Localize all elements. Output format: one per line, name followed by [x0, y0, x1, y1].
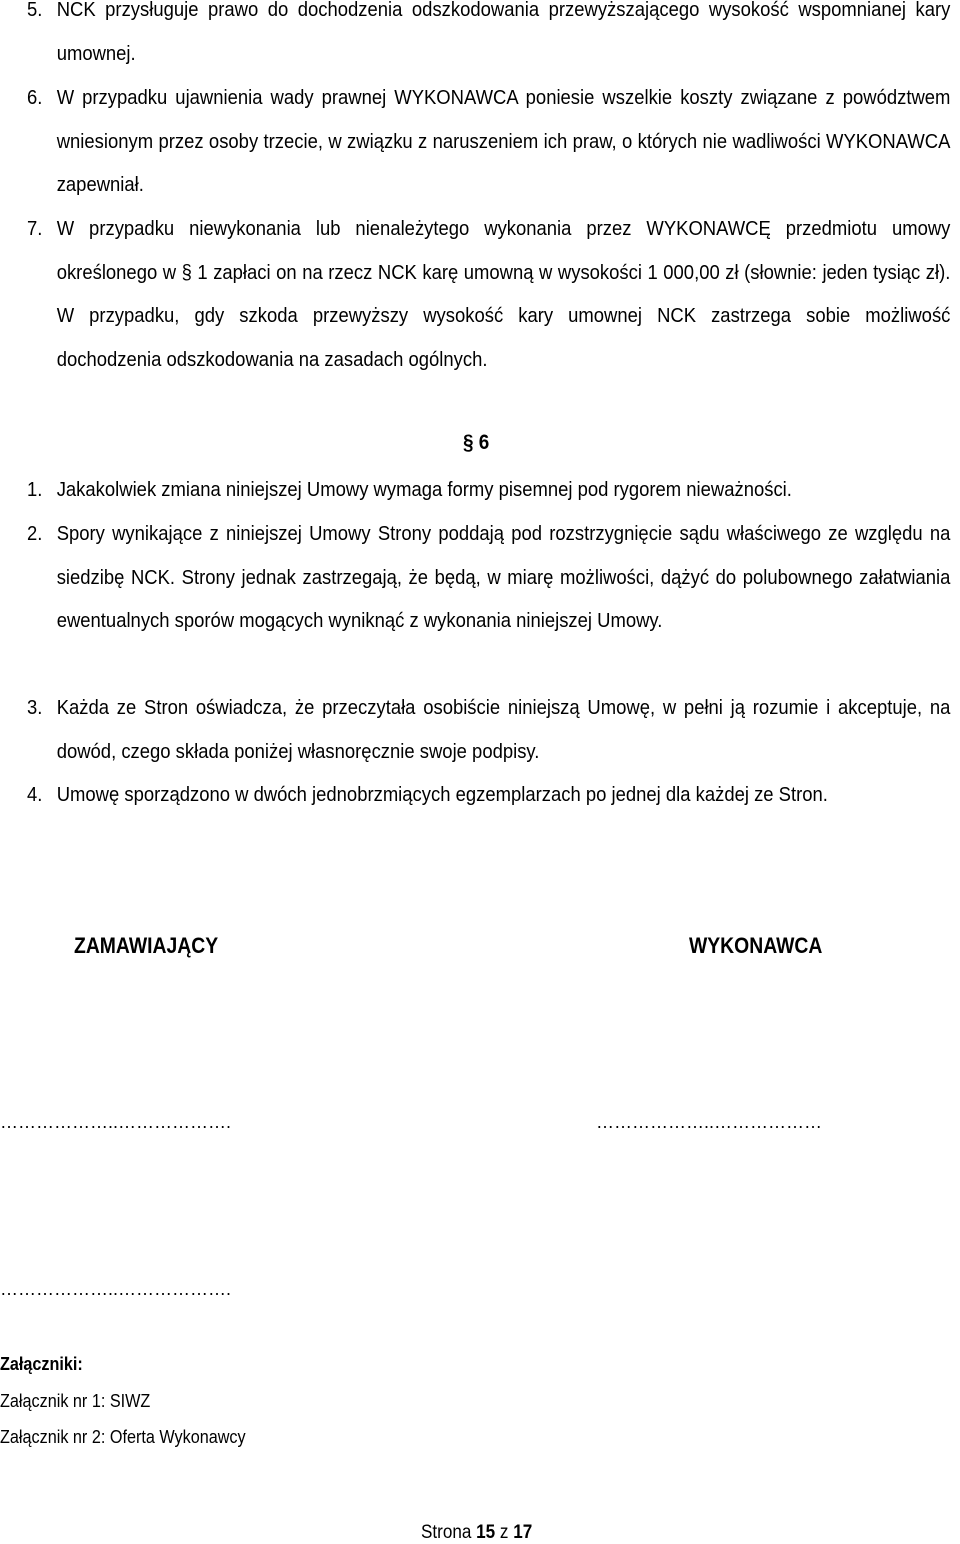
footer-separator: z [495, 1522, 514, 1543]
clause-text: Każda ze Stron oświadcza, że przeczytała osobiście niniejszą Umowę, w pełni ją rozumie i akceptuje, na dowód, czego składa poniżej własnoręcznie swoje podpisy. [56, 696, 951, 763]
attachment-item: Załącznik nr 1: SIWZ [0, 1391, 151, 1411]
footer-current-page: 15 [476, 1522, 496, 1543]
signature-label-contractor: WYKONAWCA [689, 933, 823, 958]
section-heading: § 6 [463, 431, 490, 454]
signature-line-ordering-party: ………………..………………. [0, 1112, 232, 1132]
attachment-item: Załącznik nr 2: Oferta Wykonawcy [0, 1427, 246, 1447]
page-footer [421, 1522, 532, 1544]
clause-text: Umowę sporządzono w dwóch jednobrzmiących egzemplarzach po jednej dla każdej ze Stron. [56, 783, 828, 806]
section-clause-2 [27, 512, 951, 688]
attachments-heading: Załączniki: [0, 1354, 83, 1374]
footer-total-pages: 17 [513, 1522, 533, 1543]
clause-text: W przypadku ujawnienia wady prawnej WYKONAWCA poniesie wszelkie koszty związane z powództwem wniesionym przez osoby trzecie, w związku z naruszeniem ich praw, o których nie wadliwości WYKONAWCA zapewniał. [56, 86, 951, 196]
footer-prefix: Strona [421, 1522, 477, 1543]
clause-7 [27, 207, 951, 387]
signature-line-extra: ………………..………………. [0, 1279, 232, 1299]
section-clause-3 [27, 686, 951, 774]
clause-text: W przypadku niewykonania lub nienależytego wykonania przez WYKONAWCĘ przedmiotu umowy określonego w § 1 zapłaci on na rzecz NCK karę umowną w wysokości 1 000,00 zł (słownie: jeden tysiąc zł). W przypadku, gdy szkoda przewyższy wysokość kary umownej NCK zastrzega sobie możliwość dochodzenia odszkodowania na zasadach ogólnych. [56, 217, 951, 371]
signature-line-contractor: ………………..……………… [596, 1112, 823, 1132]
clause-number: 6. [27, 86, 43, 109]
clause-text: NCK przysługuje prawo do dochodzenia odszkodowania przewyższającego wysokość wspomnianej kary umownej. [56, 0, 951, 65]
clause-number: 7. [27, 217, 43, 240]
clause-number: 1. [27, 478, 43, 501]
clause-number: 2. [27, 522, 43, 545]
clause-6 [27, 76, 951, 208]
section-clause-4 [27, 773, 862, 817]
clause-text: Spory wynikające z niniejszej Umowy Strony poddają pod rozstrzygnięcie sądu właściwego ze względu na siedzibę NCK. Strony jednak zastrzegają, że będą, w miarę możliwości, dążyć do polubownego załatwiania ewentualnych sporów mogących wyniknąć z wykonania niniejszej Umowy. [56, 522, 951, 632]
signature-label-ordering-party: ZAMAWIAJĄCY [74, 933, 219, 958]
clause-5 [27, 0, 951, 76]
clause-number: 4. [27, 783, 43, 806]
clause-number: 5. [27, 0, 43, 21]
clause-number: 3. [27, 696, 43, 719]
clause-text: Jakakolwiek zmiana niniejszej Umowy wymaga formy pisemnej pod rygorem nieważności. [56, 478, 792, 501]
section-clause-1 [27, 468, 862, 512]
